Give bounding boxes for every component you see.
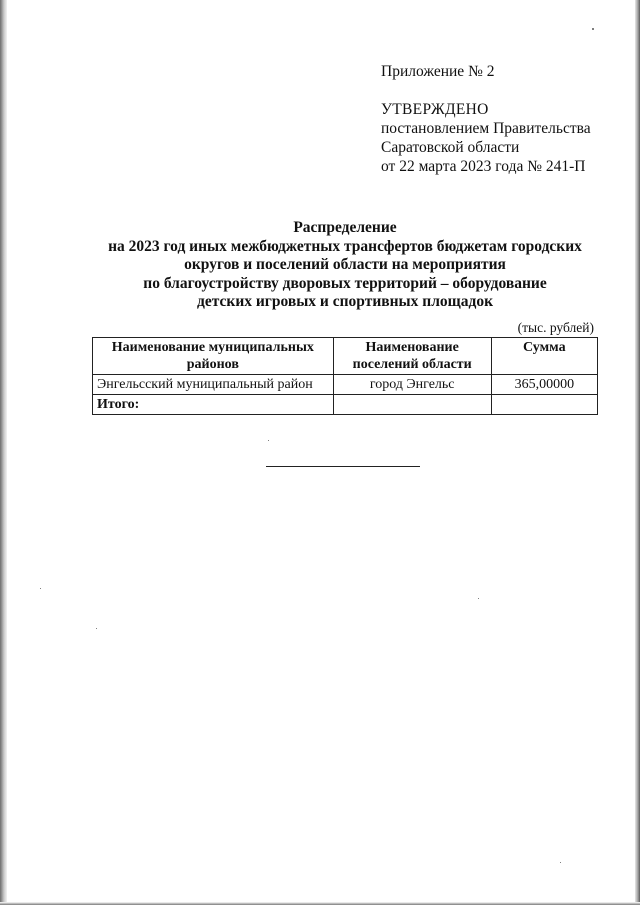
total-row xyxy=(93,395,598,415)
cell-sum: 365,00000 xyxy=(491,375,597,395)
closing-divider xyxy=(266,466,420,467)
header-district: Наименование муниципальных районов xyxy=(93,338,334,375)
scan-speck xyxy=(592,28,594,30)
header-settlement: Наименование поселений области xyxy=(333,338,491,375)
scan-speck xyxy=(40,588,41,589)
approval-line-2: Саратовской области xyxy=(381,139,520,156)
approval-line-3: от 22 марта 2023 года № 241-П xyxy=(381,158,586,175)
document-title xyxy=(90,219,600,312)
units-note: (тыс. рублей) xyxy=(517,320,594,335)
approval-line-1: постановлением Правительства xyxy=(381,120,591,137)
total-settlement-cell xyxy=(333,395,491,415)
scan-edge-right xyxy=(635,0,640,905)
header-sum: Сумма xyxy=(491,338,597,375)
title-line-3: по благоустройству дворовых территорий – оборудование xyxy=(143,274,547,292)
title-heading: Распределение xyxy=(293,219,397,236)
scan-speck xyxy=(268,440,269,441)
distribution-table xyxy=(92,337,598,415)
table-header-row xyxy=(93,338,598,375)
total-label: Итого: xyxy=(93,395,334,415)
total-sum-cell xyxy=(491,395,597,415)
scan-speck xyxy=(96,628,97,629)
title-line-4: детских игровых и спортивных площадок xyxy=(196,293,494,310)
table-row xyxy=(93,375,598,395)
appendix-number: Приложение № 2 xyxy=(381,63,495,80)
cell-district: Энгельсский муниципальный район xyxy=(93,375,334,395)
scan-speck xyxy=(560,862,561,863)
cell-settlement: город Энгельс xyxy=(333,375,491,395)
approved-stamp-text: УТВЕРЖДЕНО xyxy=(381,101,489,118)
scan-edge-left xyxy=(0,0,7,905)
title-line-1: на 2023 год иных межбюджетных трансфертов бюджетам городских xyxy=(108,237,582,255)
title-line-2: округов и поселений области на мероприятия xyxy=(184,256,506,273)
approval-block xyxy=(381,62,631,176)
scan-speck xyxy=(478,598,479,599)
